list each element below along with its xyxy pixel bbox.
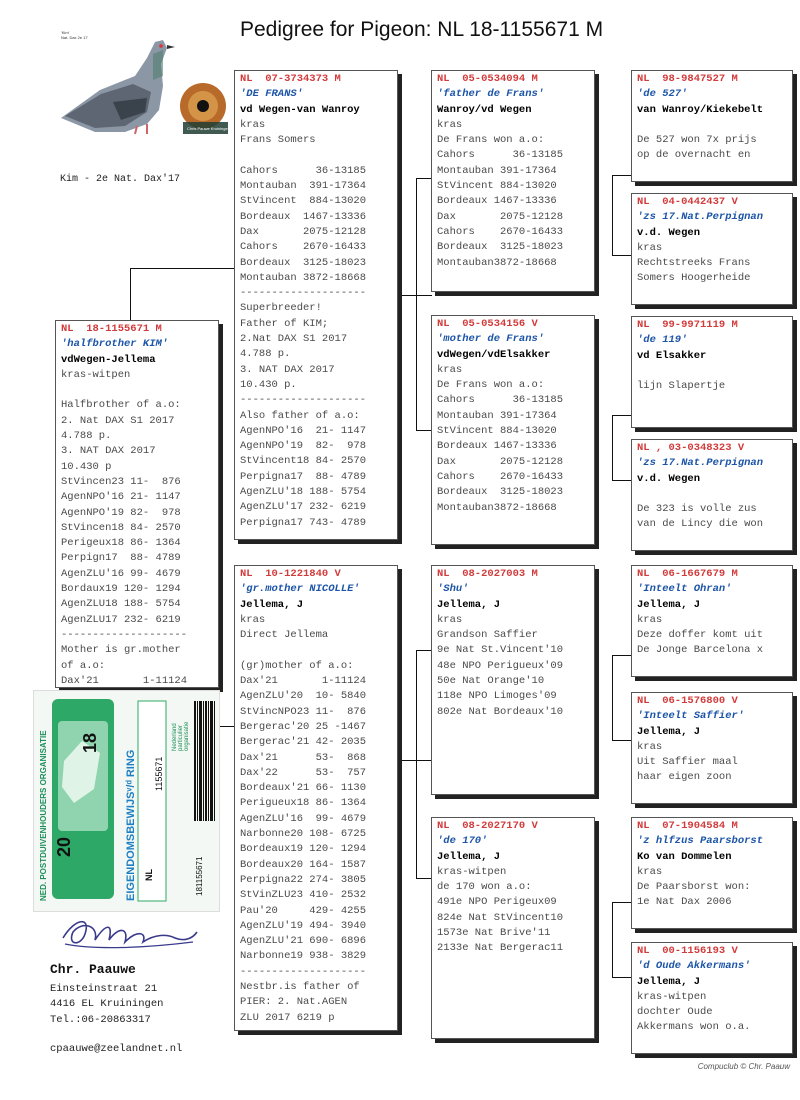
detail-line: Bordeaux20 164- 1587 (240, 858, 367, 871)
detail-line: Bordeaux 1467-13336 (437, 195, 557, 208)
detail-line: StVincent 884-13020 (437, 425, 557, 438)
ggf-fm-box (631, 316, 793, 428)
detail-line: StVincent 884-13020 (240, 195, 367, 208)
detail-line: PIER: 2. Nat.AGEN (240, 996, 348, 1009)
detail-line: 2. Nat DAX S1 2017 (61, 414, 175, 427)
photo-inset-1: 'Kim' (61, 30, 70, 35)
detail-line: StVinZLU23 410- 2532 (240, 889, 367, 902)
detail-line: De Frans won a.o: (437, 379, 545, 392)
detail-line: Bergerac'21 42- 2035 (240, 736, 367, 749)
detail-line: StVincNPO23 11- 876 (240, 705, 367, 718)
connector-line (612, 655, 613, 740)
connector-line (416, 178, 417, 295)
detail-line: Perpigna22 274- 3805 (240, 873, 367, 886)
detail-line: StVincent18 84- 2570 (240, 455, 367, 468)
detail-line: Bordeaux19 120- 1294 (240, 843, 367, 856)
pigeon-name: 'de 527' (637, 88, 688, 101)
detail-line: Bergerac'20 25 -1467 (240, 720, 367, 733)
detail-line: Montauban 3872-18668 (240, 271, 367, 284)
detail-line: Perpign17 88- 4789 (61, 552, 181, 565)
detail-line: Bordeaux 3125-18023 (240, 256, 367, 269)
detail-line: 3. NAT DAX 2017 (61, 445, 156, 458)
mother-box (234, 565, 398, 1031)
connector-line (416, 878, 432, 879)
pigeon-name: 'father de Frans' (437, 88, 545, 101)
connector-line (612, 740, 632, 741)
pigeon-photo (55, 28, 230, 136)
detail-line: Perpigna17 743- 4789 (240, 516, 367, 529)
detail-line: Bordeaux 1467-13336 (437, 440, 557, 453)
breeder: vdWegen/vdElsakker (437, 348, 551, 361)
pigeon-image (55, 28, 230, 136)
breeder: Jellema, J (637, 598, 701, 611)
ggf-ff-box (631, 70, 793, 182)
owner-name: Chr. Paauwe (50, 962, 136, 977)
card-ring-number: 1155671 (154, 756, 164, 791)
connector-line (612, 902, 613, 977)
detail-line: 2.Nat DAX S1 2017 (240, 333, 348, 346)
breeder: Jellema, J (437, 598, 501, 611)
ring-number: NL 10-1221840 V (240, 568, 341, 580)
detail-line: Deze doffer komt uit (637, 629, 764, 642)
detail-line: Bordeaux 3125-18023 (437, 486, 564, 499)
breeder: Jellema, J (437, 850, 501, 863)
detail-line: 2133e Nat Bergerac11 (437, 942, 564, 955)
detail-line: van de Lincy die won (637, 518, 764, 531)
detail-line: AgenZLU'20 10- 5840 (240, 690, 367, 703)
detail-line: AgenZLU'18 188- 5754 (240, 486, 367, 499)
detail-line: Mother is gr.mother (61, 644, 181, 657)
detail-line: kras (437, 613, 463, 626)
detail-line: (gr)mother of a.o: (240, 659, 354, 672)
paternal-grandmother-box (431, 315, 595, 545)
card-flag-2: particulier (178, 724, 184, 751)
detail-line: of a.o: (61, 659, 106, 672)
connector-line (612, 977, 632, 978)
connector-line (612, 415, 632, 416)
detail-line: kras-witpen (61, 368, 131, 381)
connector-line (416, 650, 432, 651)
detail-line: Cahors 2670-16433 (240, 241, 367, 254)
card-flag-1: Nederland (172, 723, 178, 751)
connector-line (612, 175, 613, 255)
owner-street: Einsteinstraat 21 (50, 982, 158, 995)
detail-line: lijn Slapertje (637, 380, 726, 393)
ring-number: NL 98-9847527 M (637, 73, 738, 85)
pigeon-name: 'Shu' (437, 583, 469, 596)
detail-line: AgenZLU'21 690- 6896 (240, 935, 367, 948)
detail-line: Montauban3872-18668 (437, 256, 557, 269)
owner-phone: Tel.:06-20863317 (50, 1013, 151, 1026)
detail-line: kras (637, 241, 663, 254)
detail-line: 10.430 p. (240, 378, 297, 391)
connector-line (416, 295, 417, 430)
ring-number: NL 07-1904584 M (637, 820, 738, 832)
connector-line (612, 655, 632, 656)
detail-line: Rechtstreeks Frans (637, 257, 751, 270)
detail-line: AgenZLU'16 99- 4679 (61, 567, 181, 580)
detail-line: kras (240, 118, 266, 131)
detail-line: AgenNPO'19 82- 978 (240, 440, 367, 453)
spacer (61, 383, 214, 398)
detail-line: StVincent 884-13020 (437, 180, 557, 193)
detail-line: AgenZLU18 188- 5754 (61, 598, 181, 611)
ring-number: NL 07-3734373 M (240, 73, 341, 85)
detail-line: 824e Nat StVincent10 (437, 911, 564, 924)
breeder: v.d. Wegen (637, 472, 701, 485)
detail-line: Dax'21 1-11124 (240, 675, 367, 688)
pigeon-name: 'mother de Frans' (437, 333, 545, 346)
card-org: NED. POSTDUIVENHOUDERS ORGANISATIE (39, 730, 48, 901)
detail-line: Montauban 391-17364 (240, 180, 367, 193)
connector-line (612, 255, 632, 256)
maternal-grandmother-box (431, 817, 595, 1039)
detail-line: Cahors 36-13185 (437, 149, 564, 162)
connector-line (612, 175, 632, 176)
breeder: vdWegen-Jellema (61, 353, 156, 366)
detail-line: kras (637, 740, 663, 753)
spacer (637, 364, 788, 379)
connector-line (416, 430, 432, 431)
detail-line: kras-witpen (637, 990, 707, 1003)
breeder: Jellema, J (240, 598, 304, 611)
detail-line: Halfbrother of a.o: (61, 399, 181, 412)
ring-number: NL 05-0534094 M (437, 73, 538, 85)
detail-line: 1e Nat Dax 2006 (637, 896, 732, 909)
spacer (637, 487, 788, 502)
detail-line: Bordaux19 120- 1294 (61, 583, 181, 596)
detail-line: Bordeaux'21 66- 1130 (240, 782, 367, 795)
spacer (240, 148, 393, 163)
pigeon-name: 'DE FRANS' (240, 88, 304, 101)
ring-number: NL 08-2027003 M (437, 568, 538, 580)
spacer (240, 643, 393, 658)
detail-line: De Jonge Barcelona x (637, 644, 764, 657)
maternal-grandfather-box (431, 565, 595, 795)
detail-line: 118e NPO Limoges'09 (437, 690, 557, 703)
detail-line: ZLU 2017 6219 p (240, 1011, 335, 1024)
detail-line: Grandson Saffier (437, 629, 538, 642)
detail-line: Frans Somers (240, 134, 316, 147)
detail-line: Pau'20 429- 4255 (240, 904, 367, 917)
card-year-right: 18 (80, 732, 100, 753)
connector-line (130, 268, 131, 322)
breeder: vd Elsakker (637, 349, 707, 362)
ring-number: NL 04-0442437 V (637, 196, 738, 208)
owner-city: 4416 EL Kruiningen (50, 998, 164, 1010)
ring-number: NL 08-2027170 V (437, 820, 538, 832)
ring-number: NL 00-1156193 V (637, 945, 738, 957)
detail-line: Narbonne19 938- 3829 (240, 950, 367, 963)
pigeon-name: 'halfbrother KIM' (61, 338, 169, 351)
detail-line: 48e NPO Perigueux'09 (437, 659, 564, 672)
detail-line: op de overnacht en (637, 149, 751, 162)
ring-number: NL 06-1576800 V (637, 695, 738, 707)
detail-line: Bordeaux 3125-18023 (437, 241, 564, 254)
detail-line: AgenNPO'16 21- 1147 (240, 424, 367, 437)
pigeon-name: 'de 119' (637, 334, 688, 347)
pigeon-name: 'de 170' (437, 835, 488, 848)
breeder: van Wanroy/Kiekebelt (637, 103, 764, 116)
connector-line (416, 650, 417, 760)
detail-line: kras (240, 613, 266, 626)
page-title: Pedigree for Pigeon: NL 18-1155671 M (240, 18, 604, 41)
detail-line: 10.430 p (61, 460, 112, 473)
ownership-card-graphic (34, 691, 219, 911)
photo-caption: Kim - 2e Nat. Dax'17 (60, 174, 181, 185)
detail-line: Uit Saffier maal (637, 756, 738, 769)
ggf-mf-box (631, 565, 793, 677)
detail-line: Dax'21 53- 868 (240, 751, 367, 764)
pigeon-name: 'gr.mother NICOLLE' (240, 583, 360, 596)
detail-line: Nestbr.is father of (240, 981, 360, 994)
detail-line: AgenZLU'17 232- 6219 (240, 501, 367, 514)
detail-line: dochter Oude (637, 1006, 713, 1019)
pigeon-name: 'Inteelt Ohran' (637, 583, 732, 596)
detail-line: De Paarsborst won: (637, 881, 751, 894)
connector-line (416, 760, 417, 878)
pigeon-name: 'd Oude Akkermans' (637, 960, 751, 973)
card-flag-3: organisatie (184, 721, 190, 751)
detail-line: -------------------- (240, 394, 367, 407)
detail-line: Perigueux18 86- 1364 (240, 797, 367, 810)
detail-line: De 527 won 7x prijs (637, 134, 757, 147)
connector-line (612, 480, 632, 481)
detail-line: Somers Hoogerheide (637, 272, 751, 285)
detail-line: Father of KIM; (240, 317, 329, 330)
footer-credit: Compuclub © Chr. Paauw (697, 1062, 790, 1071)
owner-email[interactable]: cpaauwe@zeelandnet.nl (50, 1043, 183, 1055)
detail-line: Montauban 391-17364 (437, 409, 557, 422)
ggf-mm-box (631, 817, 793, 929)
spacer (637, 118, 788, 133)
ring-number: NL 99-9971119 M (637, 319, 738, 331)
card-title: EIGENDOMSBEWIJSᵛ/ᵈ RING (125, 749, 137, 901)
detail-line: 50e Nat Orange'10 (437, 675, 545, 688)
detail-line: Perigeux18 86- 1364 (61, 537, 181, 550)
detail-line: AgenZLU'16 99- 4679 (240, 812, 367, 825)
detail-line: Cahors 36-13185 (240, 164, 367, 177)
detail-line: -------------------- (61, 628, 188, 641)
detail-line: 4.788 p. (240, 348, 291, 361)
detail-line: Dax 2075-12128 (437, 210, 564, 223)
detail-line: AgenZLU17 232- 6219 (61, 613, 181, 626)
detail-line: Montauban 391-17364 (437, 164, 557, 177)
detail-line: De 323 is volle zus (637, 503, 757, 516)
ring-number: NL , 03-0348323 V (637, 442, 745, 454)
detail-line: Perpigna17 88- 4789 (240, 470, 367, 483)
ggm-mm-box (631, 942, 793, 1054)
card-year-left: 20 (54, 836, 74, 857)
detail-line: AgenNPO'19 82- 978 (61, 506, 181, 519)
signature (55, 912, 205, 954)
detail-line: StVincen23 11- 876 (61, 475, 181, 488)
detail-line: Bordeaux 1467-13336 (240, 210, 367, 223)
detail-line: de 170 won a.o: (437, 881, 532, 894)
detail-line: AgenNPO'16 21- 1147 (61, 491, 181, 504)
detail-line: AgenZLU'19 494- 3940 (240, 919, 367, 932)
detail-line: Dax'22 53- 757 (240, 766, 367, 779)
detail-line: kras (637, 613, 663, 626)
connector-line (130, 268, 235, 269)
card-country: NL (144, 869, 154, 881)
detail-line: Cahors 2670-16433 (437, 470, 564, 483)
detail-line: 3. NAT DAX 2017 (240, 363, 335, 376)
detail-line: kras-witpen (437, 865, 507, 878)
breeder: Jellema, J (637, 975, 701, 988)
ring-number: NL 18-1155671 M (61, 323, 162, 335)
detail-line: De Frans won a.o: (437, 134, 545, 147)
detail-line: kras (437, 118, 463, 131)
connector-line (416, 178, 432, 179)
detail-line: Cahors 36-13185 (437, 394, 564, 407)
pigeon-name: 'z hlfzus Paarsborst (637, 835, 764, 848)
detail-line: Montauban3872-18668 (437, 501, 557, 514)
owner-info (50, 962, 182, 1058)
detail-line: kras (637, 865, 663, 878)
pigeon-name: 'Inteelt Saffier' (637, 710, 745, 723)
breeder: Wanroy/vd Wegen (437, 103, 532, 116)
ring-number: NL 06-1667679 M (637, 568, 738, 580)
detail-line: 491e NPO Perigeux09 (437, 896, 557, 909)
breeder: v.d. Wegen (637, 226, 701, 239)
detail-line: 1573e Nat Brive'11 (437, 927, 551, 940)
pigeon-name: 'zs 17.Nat.Perpignan (637, 457, 764, 470)
connector-line (612, 902, 632, 903)
detail-line: StVincen18 84- 2570 (61, 521, 181, 534)
ownership-card (33, 690, 220, 912)
detail-line: Dax'21 1-11124 (61, 674, 188, 687)
paternal-grandfather-box (431, 70, 595, 292)
detail-line: Narbonne20 108- 6725 (240, 828, 367, 841)
detail-line: haar eigen zoon (637, 771, 732, 784)
connector-line (612, 415, 613, 480)
detail-line: 802e Nat Bordeaux'10 (437, 705, 564, 718)
detail-line: -------------------- (240, 287, 367, 300)
father-box (234, 70, 398, 540)
detail-line: kras (437, 363, 463, 376)
photo-inset-2: Nat. Dax 2e 17 (61, 35, 88, 40)
detail-line: Dax 2075-12128 (437, 455, 564, 468)
photo-credit: Chris Pauwe Kruiningen (187, 126, 230, 131)
pigeon-name: 'zs 17.Nat.Perpignan (637, 211, 764, 224)
ring-number: NL 05-0534156 V (437, 318, 538, 330)
detail-line: Superbreeder! (240, 302, 322, 315)
detail-line: 9e Nat St.Vincent'10 (437, 644, 564, 657)
breeder: vd Wegen-van Wanroy (240, 103, 360, 116)
ggm-mf-box (631, 692, 793, 804)
breeder: Ko van Dommelen (637, 850, 732, 863)
breeder: Jellema, J (637, 725, 701, 738)
card-barcode-number: 181155671 (195, 856, 204, 896)
detail-line: Also father of a.o: (240, 409, 360, 422)
subject-pigeon-box (55, 320, 219, 688)
detail-line: Cahors 2670-16433 (437, 225, 564, 238)
detail-line: Akkermans won o.a. (637, 1021, 751, 1034)
detail-line: -------------------- (240, 965, 367, 978)
ggm-ff-box (631, 193, 793, 305)
detail-line: 4.788 p. (61, 430, 112, 443)
detail-line: Direct Jellema (240, 629, 329, 642)
ggm-fm-box (631, 439, 793, 551)
detail-line: Dax 2075-12128 (240, 225, 367, 238)
